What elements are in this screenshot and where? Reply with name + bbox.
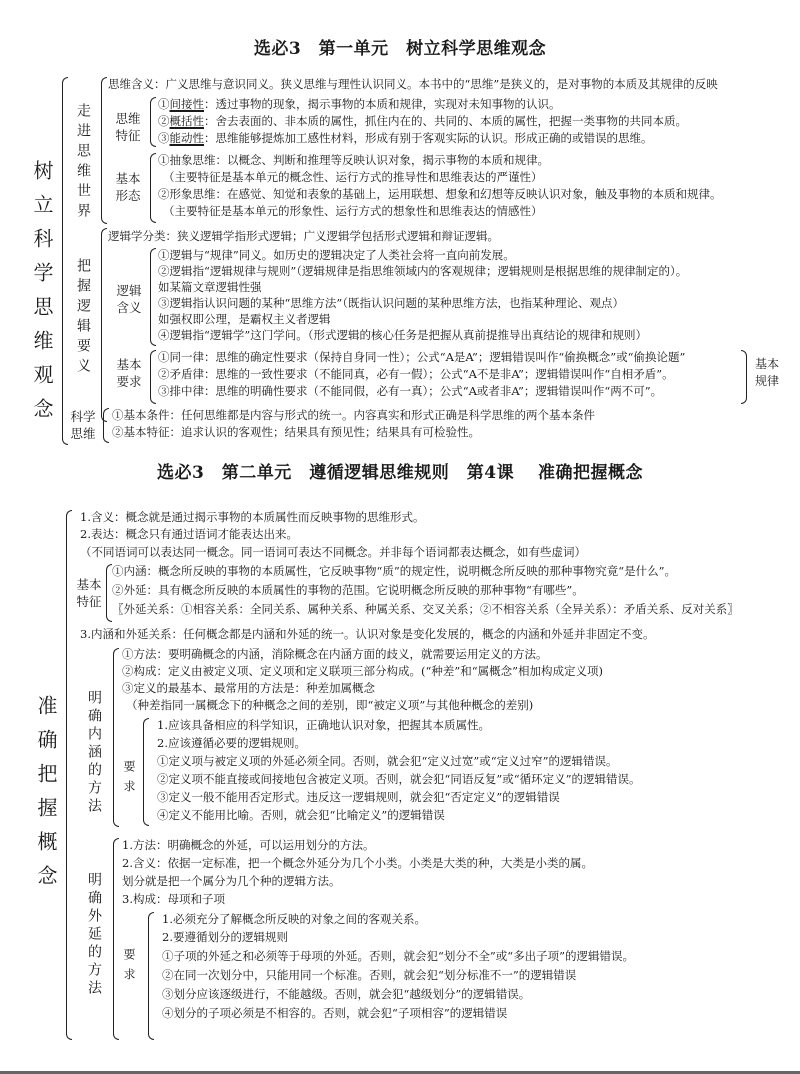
logic-meaning-item: ③逻辑指认识问题的某种“思维方法”（既指认识问题的某种思维方法，也指某种理论、观点） xyxy=(158,296,625,310)
connotation-item: ③定义的最基本、最常用的方法是：种差加属概念 xyxy=(122,681,375,695)
logic-classification: 逻辑学分类：狭义逻辑学指形式逻辑；广义逻辑学包括形式逻辑和辩证逻辑。 xyxy=(108,229,499,243)
unit2-root-brace xyxy=(66,510,72,1040)
extension-requirement: ①子项的外延之和必须等于母项的外延。否则，就会犯“划分不全”或“多出子项”的逻辑错误。 xyxy=(162,949,635,963)
logic-meaning-item: ④逻辑指“逻辑学”这门学问。（形式逻辑的核心任务是把握从真前提推导出真结论的规律和规则） xyxy=(158,328,648,342)
extension-requirement: 2.要遵循划分的逻辑规则 xyxy=(162,930,288,944)
extension-req-brace xyxy=(148,912,154,1040)
extension-item: 2.含义：依据一定标准，把一个概念外延分为几个小类。小类是大类的种，大类是小类的属。 xyxy=(122,856,593,870)
unit2-title: 选必3 第二单元 遵循逻辑思维规则 第4课 准确把握概念 xyxy=(156,463,644,483)
intro-item: 2.表达：概念只有通过语词才能表达出来。 xyxy=(80,527,298,541)
requirement-item: ①同一律：思维的确定性要求（保持自身同一性）；公式“A是A”；逻辑错误叫作“偷换概念”或“偷换论题” xyxy=(158,350,686,364)
thinking-meaning: 思维含义：广义思维与意识同义。狭义思维与理性认识同义。本书中的“思维”是狭义的，是对事物的本质及其规律的反映 xyxy=(108,77,718,91)
basic-requirements-label: 基本要求 xyxy=(116,357,142,389)
intro-item: （不同语词可以表达同一概念。同一语词可表达不同概念。并非每个语词都表达概念，如有些虚词） xyxy=(80,545,586,559)
basic-laws-label: 基本规律 xyxy=(754,357,779,388)
branch-thinking-world-label: 走进思维世界 xyxy=(75,103,91,223)
extension-brace xyxy=(113,838,119,1040)
form-item: ①抽象思维：以概念、判断和推理等反映认识对象，揭示事物的本质和规律。 xyxy=(158,153,549,167)
feature-item: ②概括性：舍去表面的、非本质的属性，抓住内在的、共同的、本质的属性，把握一类事物的共同本质。 xyxy=(158,114,687,128)
extension-requirement: ③划分应该逐级进行，不能越级。否则，就会犯“越级划分”的逻辑错误。 xyxy=(162,987,531,1001)
connotation-requirement: ④定义不能用比喻。否则，就会犯“比喻定义”的逻辑错误 xyxy=(157,808,445,822)
logic-meaning-brace xyxy=(150,248,156,346)
logic-meaning-item: 如强权即公理，是霸权主义者逻辑 xyxy=(158,312,331,326)
requirement-item: ③排中律：思维的明确性要求（不能同假，必有一真）；公式“A或者非A”；逻辑错误叫作“两不可”。 xyxy=(158,384,663,398)
intro-item: 1.含义：概念就是通过揭示事物的本质属性而反映事物的思维形式。 xyxy=(80,510,425,524)
concept-feature-item: ②外延：具有概念所反映的本质属性的事物的范围。它说明概念所反映的那种事物“有哪些”。 xyxy=(112,583,584,597)
thinking-features-label: 思维特征 xyxy=(115,111,141,143)
requirements-brace xyxy=(150,350,156,404)
extension-item: 划分就是把一个属分为几个种的逻辑方法。 xyxy=(122,874,341,888)
logic-meaning-item: ①逻辑与“规律”同义。如历史的逻辑决定了人类社会将一直向前发展。 xyxy=(158,248,515,262)
logic-meaning-item: ②逻辑指“逻辑规律与规则”（逻辑规律是指思维领域内的客观规律；逻辑规则是根据思维的规律制定的）。 xyxy=(158,264,688,278)
connotation-item: （种差指同一属概念下的种概念之间的差别，即“被定义项”与其他种概念的差别) xyxy=(126,698,534,712)
branch3-brace xyxy=(103,408,109,443)
form-item: （主要特征是基本单元的概念性、运行方式的推导性和思维表达的严谨性） xyxy=(163,170,543,184)
scientific-thinking-item: ②基本特征：追求认识的客观性；结果具有预见性；结果具有可检验性。 xyxy=(112,425,480,439)
concept-feature-item: 〖外延关系：①相容关系：全同关系、属种关系、种属关系、交叉关系；②不相容关系（全异关系）：矛盾关系、反对关系〗 xyxy=(112,602,739,616)
feature-item: ③能动性：思维能够提炼加工感性材料，形成有别于客观实际的认识。形成正确的或错误的思维。 xyxy=(158,131,653,145)
connotation-item: ②构成：定义由被定义项、定义项和定义联项三部分构成。(“种差”和“属概念”相加构成定义项) xyxy=(122,664,603,678)
unit1-title: 选必3 第一单元 树立科学思维观念 xyxy=(253,39,547,59)
basic-features-label: 基本特征 xyxy=(76,577,102,609)
connotation-requirement: ①定义项与被定义项的外延必须全同。否则，就会犯“定义过宽”或“定义过窄”的逻辑错误。 xyxy=(157,754,618,768)
connotation-req-brace xyxy=(143,718,149,826)
extension-requirement: ④划分的子项必须是不相容的。否则，就会犯“子项相容”的逻辑错误 xyxy=(162,1006,508,1020)
extension-requirement: 1.必须充分了解概念所反映的对象之间的客观关系。 xyxy=(162,912,426,926)
extension-item: 3.构成：母项和子项 xyxy=(122,892,225,906)
connotation-requirement: 2.应该遵循必要的逻辑规则。 xyxy=(157,736,306,750)
basic-forms-label: 基本形态 xyxy=(115,171,141,203)
connotation-requirement: ③定义一般不能用否定形式。违反这一逻辑规则，就会犯“否定定义”的逻辑错误 xyxy=(157,790,560,804)
features-brace xyxy=(150,97,156,147)
unit1-root-label: 树立科学思维观念 xyxy=(30,160,54,432)
requirement-item: ②矛盾律：思维的一致性要求（不能同真，必有一假）；公式“A不是非A”；逻辑错误叫作“自相矛盾”。 xyxy=(158,367,674,381)
form-item: ②形象思维：在感觉、知觉和表象的基础上，运用联想、想象和幻想等反映认识对象，触及事物的本质和规律。 xyxy=(158,187,722,201)
extension-method-label: 明确外延的方法 xyxy=(86,872,102,998)
basic-laws-brace xyxy=(741,350,747,404)
scientific-thinking-label: 科学思维 xyxy=(70,409,96,441)
concept-feature-item: ①内涵：概念所反映的事物的本质属性，它反映事物“质”的规定性，说明概念所反映的那种事物究竟“是什么”。 xyxy=(112,564,677,578)
connotation-req-label: 要求 xyxy=(122,760,136,800)
connotation-requirement: ②定义项不能直接或间接地包含被定义项。否则，就会犯“同语反复”或“循环定义”的逻辑错误。 xyxy=(157,772,641,786)
feature-item: ①间接性：透过事物的现象，揭示事物的本质和规律，实现对未知事物的认识。 xyxy=(158,97,561,111)
connotation-extension-relation: 3.内涵和外延关系：任何概念都是内涵和外延的统一。认识对象是变化发展的，概念的内涵和外延并非固定不变。 xyxy=(80,627,655,641)
connotation-brace xyxy=(113,648,119,827)
connotation-requirement: 1.应该具备相应的科学知识，正确地认识对象，把握其本质属性。 xyxy=(157,718,490,732)
extension-item: 1.方法：明确概念的外延，可以运用划分的方法。 xyxy=(122,838,375,852)
branch1-brace xyxy=(101,77,107,224)
extension-requirement: ②在同一次划分中，只能用同一个标准。否则，就会犯“划分标准不一”的逻辑错误 xyxy=(162,968,577,982)
branch2-brace xyxy=(101,228,107,422)
root-brace xyxy=(62,77,68,445)
connotation-item: ①方法：要明确概念的内涵，消除概念在内涵方面的歧义，就需要运用定义的方法。 xyxy=(122,647,548,661)
extension-req-label: 要求 xyxy=(122,948,136,988)
scientific-thinking-item: ①基本条件：任何思维都是内容与形式的统一。内容真实和形式正确是科学思维的两个基本条件 xyxy=(112,408,595,422)
branch-logic-label: 把握逻辑要义 xyxy=(75,258,91,378)
connotation-method-label: 明确内涵的方法 xyxy=(86,690,102,816)
logic-meaning-label: 逻辑含义 xyxy=(116,283,142,315)
form-item: （主要特征是基本单元的形象性、运行方式的想象性和思维表达的情感性） xyxy=(163,204,543,218)
unit2-root-label: 准确把握概念 xyxy=(34,695,58,899)
forms-brace xyxy=(150,153,156,223)
logic-meaning-item: 如某篇文章逻辑性强 xyxy=(158,280,262,294)
